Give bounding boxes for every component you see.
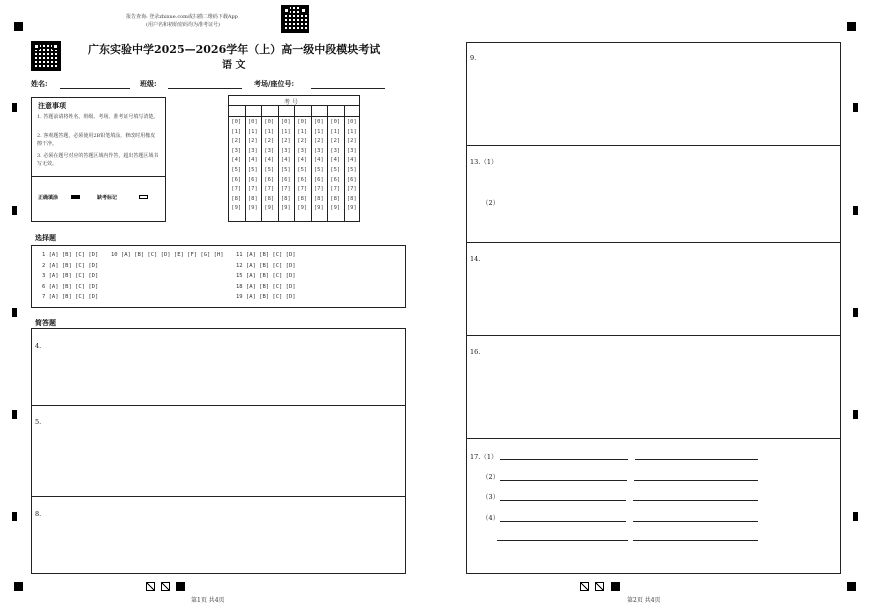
- exam-digit-bubble[interactable]: [1]: [346, 128, 357, 135]
- grid-line: [311, 105, 312, 222]
- corner-mark-br: [847, 582, 856, 591]
- exam-digit-bubble[interactable]: [9]: [297, 205, 308, 212]
- page-mark-solid: [611, 582, 620, 591]
- question-5-label: 5.: [35, 418, 42, 426]
- answer-divider: [466, 335, 841, 336]
- exam-digit-bubble[interactable]: [8]: [313, 195, 324, 202]
- answer-divider: [466, 438, 841, 439]
- page-2-footer: 第2页 共4页: [627, 597, 661, 604]
- timing-mark: [12, 410, 17, 419]
- answer-line[interactable]: [500, 480, 627, 481]
- exam-digit-bubble[interactable]: [7]: [346, 186, 357, 193]
- answer-divider: [466, 242, 841, 243]
- page-mark-hatched: [580, 582, 589, 591]
- grid-line: [327, 105, 328, 222]
- exam-digit-bubble[interactable]: [1]: [280, 128, 291, 135]
- exam-digit-bubble[interactable]: [6]: [313, 176, 324, 183]
- exam-digit-bubble[interactable]: [3]: [313, 147, 324, 154]
- missing-mark-label: 缺考标记: [97, 195, 118, 201]
- exam-digit-bubble[interactable]: [9]: [330, 205, 341, 212]
- exam-title: 广东实验中学2025—2026学年（上）高一级中段模块考试: [88, 43, 381, 56]
- choice-row-19[interactable]: 19 [A] [B] [C] [D]: [236, 294, 296, 300]
- exam-digit-bubble[interactable]: [2]: [330, 138, 341, 145]
- exam-digit-bubble[interactable]: [9]: [346, 205, 357, 212]
- exam-digit-bubble[interactable]: [7]: [313, 186, 324, 193]
- question-9-label: 9.: [470, 54, 477, 62]
- choice-row-12[interactable]: 12 [A] [B] [C] [D]: [236, 263, 296, 269]
- exam-digit-bubble[interactable]: [3]: [264, 147, 275, 154]
- class-label: 班级:: [140, 79, 157, 88]
- short-answer-section-label: 简答题: [35, 318, 56, 327]
- exam-digit-bubble[interactable]: [4]: [280, 157, 291, 164]
- exam-number-title: 考 号: [284, 99, 298, 106]
- answer-divider: [466, 145, 841, 146]
- question-13-sub2-label: （2）: [482, 199, 500, 207]
- answer-line[interactable]: [633, 521, 758, 522]
- timing-mark: [12, 308, 17, 317]
- answer-divider: [31, 405, 406, 406]
- exam-digit-bubble[interactable]: [7]: [231, 186, 242, 193]
- exam-digit-bubble[interactable]: [3]: [330, 147, 341, 154]
- choice-row-2[interactable]: 2 [A] [B] [C] [D]: [42, 263, 99, 269]
- exam-digit-bubble[interactable]: [5]: [330, 166, 341, 173]
- exam-digit-bubble[interactable]: [0]: [330, 119, 341, 125]
- exam-digit-bubble[interactable]: [6]: [247, 176, 258, 183]
- exam-digit-bubble[interactable]: [9]: [313, 205, 324, 212]
- exam-digit-bubble[interactable]: [1]: [264, 128, 275, 135]
- question-17-sub3-label: （3）: [482, 493, 500, 501]
- grid-line: [261, 105, 262, 222]
- exam-digit-bubble[interactable]: [4]: [313, 157, 324, 164]
- grid-line: [344, 105, 345, 222]
- answer-line[interactable]: [497, 540, 628, 541]
- page-1-footer: 第1页 共4页: [191, 597, 225, 604]
- choice-row-1[interactable]: 1 [A] [B] [C] [D]: [42, 252, 99, 258]
- exam-number-column[interactable]: [327, 118, 344, 214]
- exam-digit-bubble[interactable]: [5]: [231, 166, 242, 173]
- exam-digit-bubble[interactable]: [9]: [280, 205, 291, 212]
- exam-digit-bubble[interactable]: [0]: [297, 119, 308, 125]
- exam-digit-bubble[interactable]: [5]: [247, 166, 258, 173]
- short-answer-box[interactable]: [31, 328, 406, 574]
- choice-row-15[interactable]: 15 [A] [B] [C] [D]: [236, 273, 296, 279]
- student-qr-code: [31, 41, 61, 71]
- exam-digit-bubble[interactable]: [3]: [297, 147, 308, 154]
- exam-digit-bubble[interactable]: [5]: [264, 166, 275, 173]
- choice-row-7[interactable]: 7 [A] [B] [C] [D]: [42, 294, 99, 300]
- exam-digit-bubble[interactable]: [1]: [231, 128, 242, 135]
- exam-number-column[interactable]: [261, 118, 278, 214]
- exam-digit-bubble[interactable]: [9]: [247, 205, 258, 212]
- corner-mark-tr: [847, 22, 856, 31]
- timing-mark: [853, 103, 858, 112]
- exam-digit-bubble[interactable]: [3]: [231, 147, 242, 154]
- choice-row-3[interactable]: 3 [A] [B] [C] [D]: [42, 273, 99, 279]
- exam-digit-bubble[interactable]: [2]: [247, 138, 258, 145]
- exam-digit-bubble[interactable]: [4]: [231, 157, 242, 164]
- name-label: 姓名:: [31, 79, 48, 88]
- exam-digit-bubble[interactable]: [0]: [231, 119, 242, 125]
- exam-digit-bubble[interactable]: [7]: [247, 186, 258, 193]
- missing-mark-box[interactable]: [139, 195, 148, 199]
- exam-digit-bubble[interactable]: [6]: [280, 176, 291, 183]
- question-17-label: 17.（1）: [470, 453, 498, 461]
- class-field[interactable]: [168, 88, 242, 89]
- choice-row-11[interactable]: 11 [A] [B] [C] [D]: [236, 252, 296, 258]
- timing-mark: [853, 308, 858, 317]
- corner-mark-bl: [14, 582, 23, 591]
- choice-section-label: 选择题: [35, 233, 56, 242]
- notes-title: 注意事项: [38, 101, 66, 110]
- page-mark-solid: [176, 582, 185, 591]
- exam-digit-bubble[interactable]: [1]: [297, 128, 308, 135]
- grid-line: [245, 105, 246, 222]
- timing-mark: [12, 206, 17, 215]
- exam-digit-bubble[interactable]: [7]: [297, 186, 308, 193]
- app-qr-code: [281, 5, 309, 33]
- exam-digit-bubble[interactable]: [8]: [330, 195, 341, 202]
- exam-digit-bubble[interactable]: [0]: [264, 119, 275, 125]
- exam-digit-bubble[interactable]: [8]: [280, 195, 291, 202]
- page-mark-hatched: [595, 582, 604, 591]
- exam-subject: 语 文: [222, 60, 246, 71]
- question-14-label: 14.: [470, 255, 481, 263]
- exam-number-column[interactable]: [294, 118, 311, 214]
- answer-line[interactable]: [633, 500, 758, 501]
- question-17-sub2-label: （2）: [482, 473, 500, 481]
- exam-digit-bubble[interactable]: [0]: [280, 119, 291, 125]
- question-8-label: 8.: [35, 510, 42, 518]
- grid-line: [294, 105, 295, 222]
- exam-digit-bubble[interactable]: [5]: [280, 166, 291, 173]
- corner-mark-tl: [14, 22, 23, 31]
- login-notice: (用户名和初始密码均为准考证号): [146, 22, 220, 28]
- timing-mark: [12, 512, 17, 521]
- exam-digit-bubble[interactable]: [3]: [247, 147, 258, 154]
- notes-item-2: 2. 客观题答题，必须使用2B铅笔填涂，修改时用橡皮擦干净。: [37, 133, 156, 147]
- exam-digit-bubble[interactable]: [8]: [247, 195, 258, 202]
- timing-mark: [853, 410, 858, 419]
- exam-digit-bubble[interactable]: [2]: [264, 138, 275, 145]
- correct-fill-sample: [71, 195, 80, 199]
- page-mark-hatched: [146, 582, 155, 591]
- exam-digit-bubble[interactable]: [6]: [346, 176, 357, 183]
- exam-digit-bubble[interactable]: [1]: [247, 128, 258, 135]
- name-field[interactable]: [60, 88, 130, 89]
- seat-field[interactable]: [311, 88, 385, 89]
- exam-digit-bubble[interactable]: [4]: [264, 157, 275, 164]
- answer-line[interactable]: [500, 521, 626, 522]
- question-13-label: 13.（1）: [470, 158, 498, 166]
- choice-row-6[interactable]: 6 [A] [B] [C] [D]: [42, 284, 99, 290]
- exam-digit-bubble[interactable]: [8]: [346, 195, 357, 202]
- exam-digit-bubble[interactable]: [4]: [297, 157, 308, 164]
- grid-line: [278, 105, 279, 222]
- exam-digit-bubble[interactable]: [8]: [297, 195, 308, 202]
- exam-number-column[interactable]: [311, 118, 328, 214]
- exam-digit-bubble[interactable]: [6]: [297, 176, 308, 183]
- answer-line[interactable]: [633, 540, 758, 541]
- exam-digit-bubble[interactable]: [5]: [297, 166, 308, 173]
- exam-digit-bubble[interactable]: [8]: [264, 195, 275, 202]
- exam-digit-bubble[interactable]: [4]: [330, 157, 341, 164]
- exam-digit-bubble[interactable]: [6]: [330, 176, 341, 183]
- notes-divider: [31, 176, 166, 177]
- exam-digit-bubble[interactable]: [7]: [264, 186, 275, 193]
- correct-fill-label: 正确填涂: [38, 195, 59, 201]
- exam-digit-bubble[interactable]: [0]: [313, 119, 324, 125]
- answer-line[interactable]: [500, 500, 626, 501]
- exam-digit-bubble[interactable]: [7]: [330, 186, 341, 193]
- exam-digit-bubble[interactable]: [6]: [231, 176, 242, 183]
- exam-digit-bubble[interactable]: [1]: [330, 128, 341, 135]
- exam-digit-bubble[interactable]: [9]: [231, 205, 242, 212]
- answer-divider: [31, 496, 406, 497]
- choice-row-10[interactable]: 10 [A] [B] [C] [D] [E] [F] [G] [H]: [111, 252, 224, 258]
- exam-digit-bubble[interactable]: [4]: [247, 157, 258, 164]
- exam-digit-bubble[interactable]: [1]: [313, 128, 324, 135]
- question-16-label: 16.: [470, 348, 481, 356]
- exam-digit-bubble[interactable]: [9]: [264, 205, 275, 212]
- exam-digit-bubble[interactable]: [6]: [264, 176, 275, 183]
- seat-label: 考场/座位号:: [254, 79, 295, 88]
- answer-line[interactable]: [634, 480, 758, 481]
- exam-number-column[interactable]: [344, 118, 361, 214]
- page-2-answer-area[interactable]: [466, 42, 841, 574]
- page-mark-hatched: [161, 582, 170, 591]
- report-notice: 报告查询: 登录zhixue.com或扫描二维码下载App: [126, 14, 238, 20]
- exam-digit-bubble[interactable]: [8]: [231, 195, 242, 202]
- exam-digit-bubble[interactable]: [2]: [313, 138, 324, 145]
- exam-digit-bubble[interactable]: [2]: [280, 138, 291, 145]
- exam-digit-bubble[interactable]: [7]: [280, 186, 291, 193]
- notes-item-3: 3. 必须在题号对应的答题区域内作答，超出答题区域书写无效。: [37, 153, 159, 167]
- answer-line[interactable]: [635, 459, 758, 460]
- timing-mark: [12, 103, 17, 112]
- exam-digit-bubble[interactable]: [0]: [346, 119, 357, 125]
- exam-digit-bubble[interactable]: [0]: [247, 119, 258, 125]
- exam-digit-bubble[interactable]: [2]: [297, 138, 308, 145]
- question-17-sub4-label: （4）: [482, 514, 500, 522]
- exam-digit-bubble[interactable]: [3]: [280, 147, 291, 154]
- exam-digit-bubble[interactable]: [5]: [313, 166, 324, 173]
- timing-mark: [853, 206, 858, 215]
- notes-item-1: 1. 答题前请将姓名、班级、考场、准考证号填写清楚。: [37, 114, 159, 120]
- exam-digit-bubble[interactable]: [4]: [346, 157, 357, 164]
- answer-line[interactable]: [500, 459, 628, 460]
- timing-mark: [853, 512, 858, 521]
- exam-number-column[interactable]: [245, 118, 262, 214]
- exam-digit-bubble[interactable]: [2]: [346, 138, 357, 145]
- exam-digit-bubble[interactable]: [5]: [346, 166, 357, 173]
- choice-row-18[interactable]: 18 [A] [B] [C] [D]: [236, 284, 296, 290]
- exam-number-column[interactable]: [278, 118, 295, 214]
- question-4-label: 4.: [35, 342, 42, 350]
- exam-digit-bubble[interactable]: [2]: [231, 138, 242, 145]
- exam-number-column[interactable]: [228, 118, 245, 214]
- exam-digit-bubble[interactable]: [3]: [346, 147, 357, 154]
